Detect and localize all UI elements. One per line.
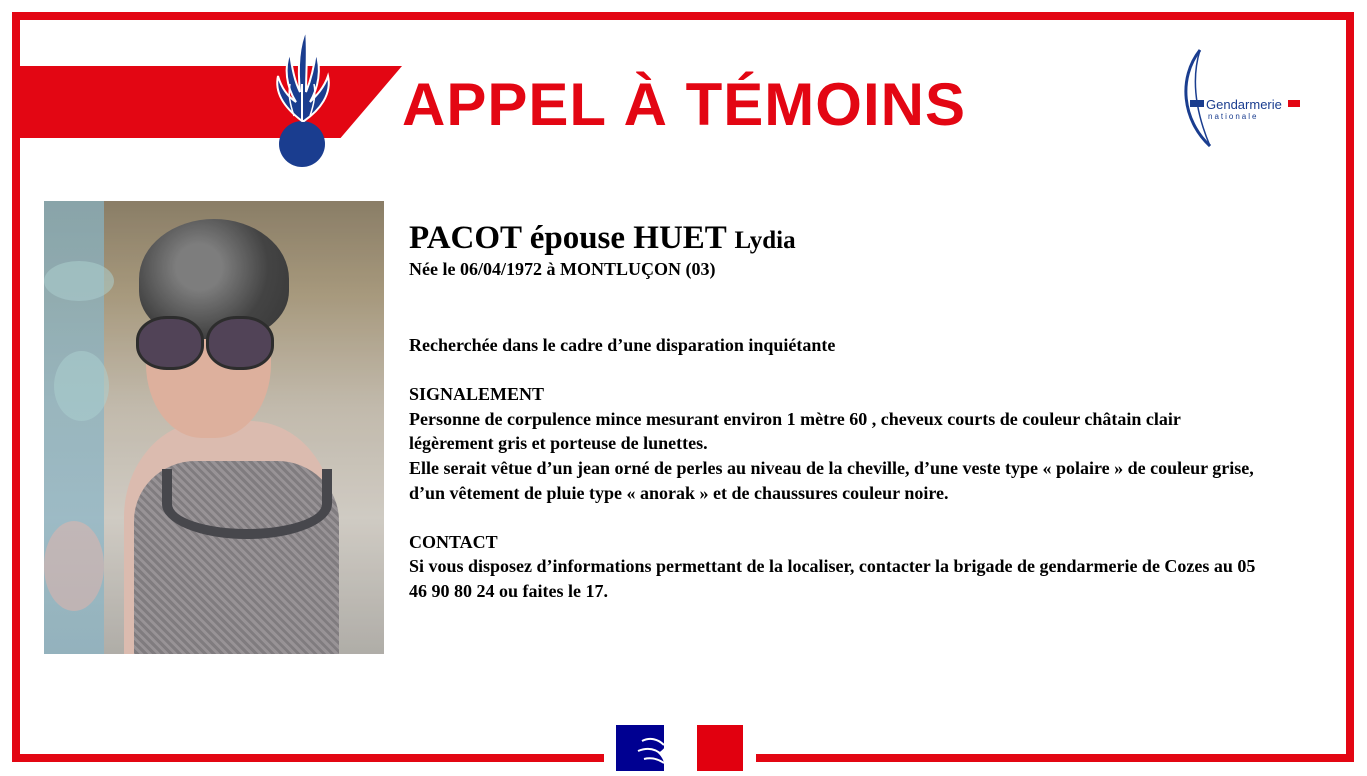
photo-haze (44, 201, 384, 654)
page-title: APPEL À TÉMOINS (402, 71, 966, 138)
grenade-emblem-icon (256, 24, 344, 172)
description-block (409, 333, 1259, 604)
person-last-name: PACOT épouse HUET (409, 220, 727, 256)
marianne-profile-icon (636, 727, 706, 771)
gendarmerie-subtitle: nationale (1208, 112, 1259, 121)
person-name (409, 216, 796, 263)
header-red-band (18, 66, 402, 138)
person-first-name: Lydia (734, 227, 796, 254)
signalement-heading: SIGNALEMENT (409, 384, 545, 405)
intro-text: Recherchée dans le cadre d’une disparation inquiétante (409, 335, 836, 355)
gendarmerie-wordmark: Gendarmerie (1206, 97, 1282, 112)
contact-text: Si vous disposez d’informations permettant de la localiser, contacter la brigade de gendarmerie de Cozes au 05 46 90 80 24 ou faites le 17. (409, 556, 1256, 601)
signalement-text-2: Elle serait vêtue d’un jean orné de perles au niveau de la cheville, d’une veste type « polaire » de couleur grise, d’un vêtement de pluie type « anorak » et de chaussures couleur noire. (409, 457, 1254, 503)
missing-person-photo (44, 201, 384, 654)
contact-heading: CONTACT (409, 531, 498, 552)
person-birth: Née le 06/04/1972 à MONTLUÇON (03) (409, 259, 716, 279)
signalement-text-1: Personne de corpulence mince mesurant environ 1 mètre 60 , cheveux courts de couleur châtain clair légèrement gris et porteuse de lunettes. (409, 408, 1181, 454)
